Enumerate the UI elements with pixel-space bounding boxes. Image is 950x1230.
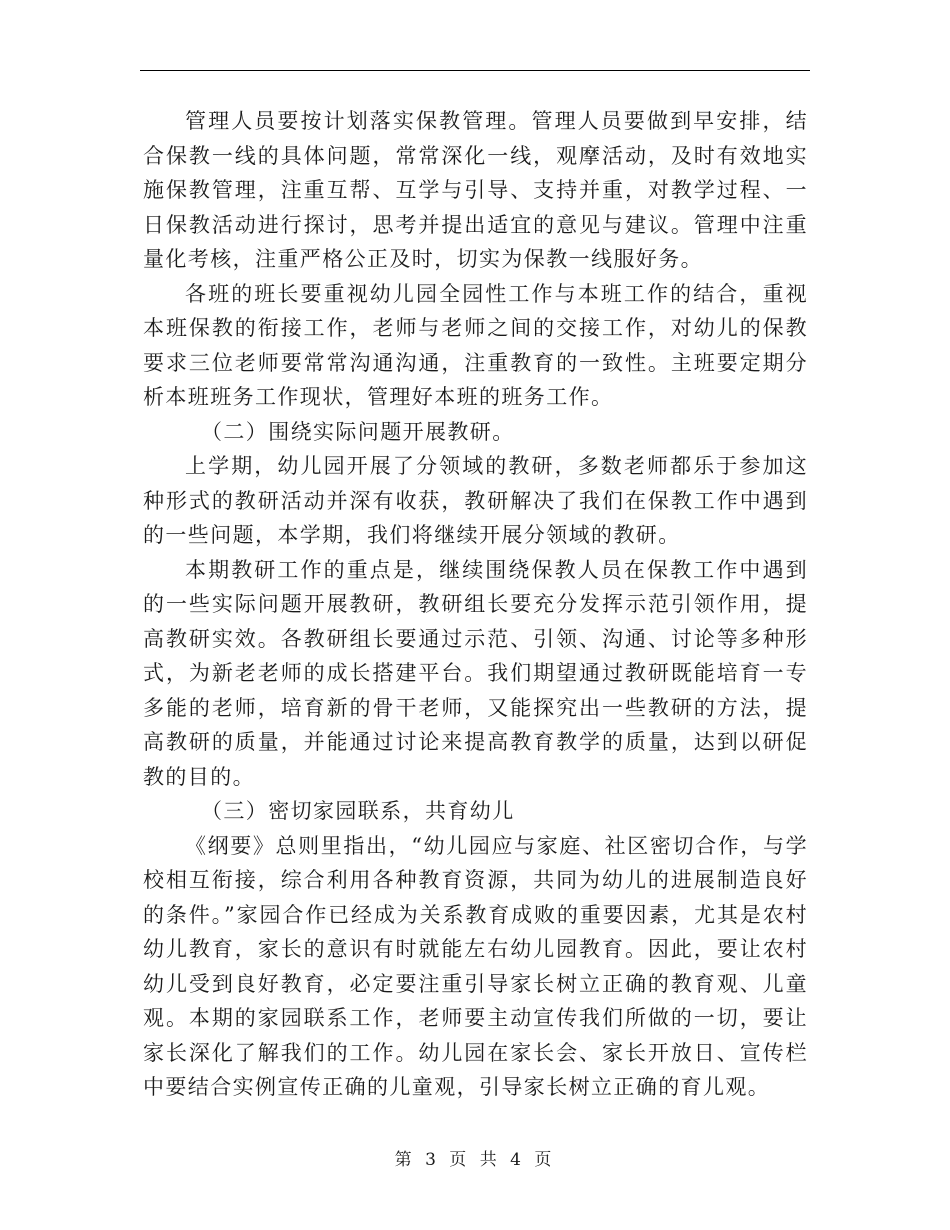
page-number: 第 3 页 共 4 页 <box>394 1150 556 1170</box>
paragraph-class-leaders: 各班的班长要重视幼儿园全园性工作与本班工作的结合，重视本班保教的衔接工作，老师与老师之间的交接工作，对幼儿的保教要求三位老师要常常沟通沟通，注重教育的一致性。主班要定期分析本班班务工作现状，管理好本班的班务工作。 <box>143 281 808 409</box>
paragraph-research-focus: 本期教研工作的重点是，继续围绕保教人员在保教工作中遇到的一些实际问题开展教研，教研组长要充分发挥示范引领作用，提高教研实效。各教研组长要通过示范、引领、沟通、讨论等多种形式，为新老老师的成长搭建平台。我们期望通过教研既能培育一专多能的老师，培育新的骨干老师，又能探究出一些教研的方法，提高教研的质量，并能通过讨论来提高教育教学的质量，达到以研促教的目的。 <box>143 557 808 789</box>
paragraph-last-term: 上学期，幼儿园开展了分领域的教研，多数老师都乐于参加这种形式的教研活动并深有收获，教研解决了我们在保教工作中遇到的一些问题，本学期，我们将继续开展分领域的教研。 <box>143 454 808 547</box>
paragraph-management: 管理人员要按计划落实保教管理。管理人员要做到早安排，结合保教一线的具体问题，常常深化一线，观摩活动，及时有效地实施保教管理，注重互帮、互学与引导、支持并重，对教学过程、一日保教活动进行探讨，思考并提出适宜的意见与建议。管理中注重量化考核，注重严格公正及时，切实为保教一线服好务。 <box>143 109 808 271</box>
section-heading-home-school: （三）密切家园联系，共育幼儿 <box>201 799 515 823</box>
paragraph-outline: 《纲要》总则里指出，“幼儿园应与家庭、社区密切合作，与学校相互衔接，综合利用各种教育资源，共同为幼儿的进展制造良好的条件。”家园合作已经成为关系教育成败的重要因素，尤其是农村幼儿教育，家长的意识有时就能左右幼儿园教育。因此，要让农村幼儿受到良好教育，必定要注重引导家长树立正确的教育观、儿童观。本期的家园联系工作，老师要主动宣传我们所做的一切，要让家长深化了解我们的工作。幼儿园在家长会、家长开放日、宣传栏中要结合实例宣传正确的儿童观，引导家长树立正确的育儿观。 <box>143 833 808 1099</box>
header-rule <box>140 70 810 71</box>
section-heading-research: （二）围绕实际问题开展教研。 <box>201 419 515 444</box>
document-body <box>143 104 808 1105</box>
